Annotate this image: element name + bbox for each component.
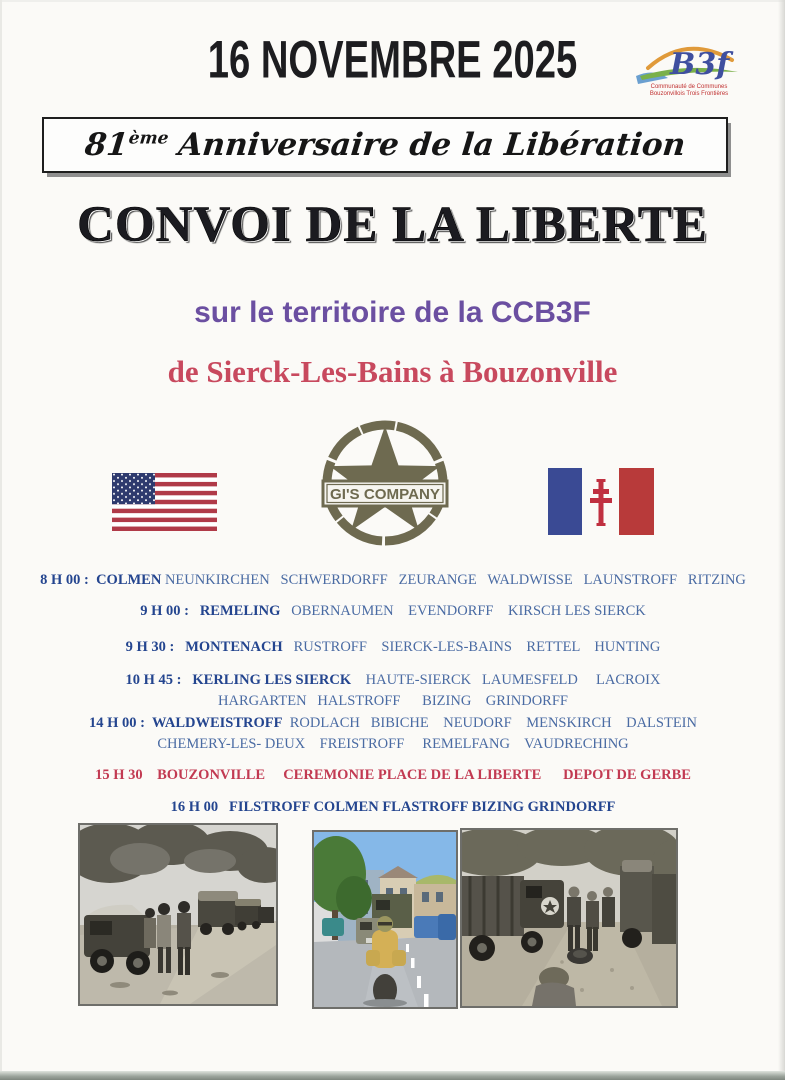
schedule-lead-town: MONTENACH xyxy=(174,639,283,655)
schedule-row-8h00 xyxy=(40,570,746,591)
schedule-lead-town: WALDWEISTROFF xyxy=(145,715,283,731)
ccb3f-logo-graphic xyxy=(628,34,750,98)
schedule-lead-town: REMELING xyxy=(188,603,281,619)
schedule-time: 9 H 00 : xyxy=(140,603,189,619)
territory-subtitle: sur le territoire de la CCB3F xyxy=(194,296,591,329)
schedule-towns: HAUTE-SIERCK LAUMESFELD LACROIX HARGARTEN HALSTROFF BIZING GRINDORFF xyxy=(218,672,675,709)
schedule-row-15h30-ceremony xyxy=(40,765,746,786)
route-subtitle: de Sierck-Les-Bains à Bouzonville xyxy=(167,354,618,389)
anniversary-text xyxy=(83,127,687,163)
schedule-time: 10 H 45 : xyxy=(125,672,182,688)
scan-edge-bottom xyxy=(0,1071,785,1080)
gis-company-star-icon xyxy=(305,418,465,548)
date-title: 16 NOVEMBRE 2025 xyxy=(207,31,578,90)
ccb3f-logo xyxy=(628,34,750,98)
schedule-towns: CEREMONIE PLACE DE LA LIBERTE DEPOT DE GERBE xyxy=(265,767,691,783)
schedule-row-10h45 xyxy=(87,670,699,712)
schedule-row-16h00 xyxy=(40,797,746,818)
photo-bw-convoy xyxy=(78,823,278,1006)
photo-convoy-soldiers xyxy=(460,828,678,1008)
anniversary-rest: Anniversaire de la Libération xyxy=(165,127,688,163)
schedule-time: 15 H 30 xyxy=(95,767,143,783)
logo-monogram: B3f xyxy=(670,47,730,82)
main-title: CONVOI DE LA LIBERTE xyxy=(77,197,708,253)
schedule-towns: OBERNAUMEN EVENDORFF KIRSCH LES SIERCK xyxy=(280,603,646,619)
us-flag-icon xyxy=(112,473,217,531)
schedule-time: 14 H 00 : xyxy=(89,715,145,731)
schedule-lead-town: BOUZONVILLE xyxy=(142,767,266,783)
schedule-lead-town: FILSTROFF COLMEN FLASTROFF BIZING GRINDORFF xyxy=(218,799,616,815)
schedule-towns: RUSTROFF SIERCK-LES-BAINS RETTEL HUNTING xyxy=(282,639,661,655)
scan-edge-top xyxy=(0,0,785,2)
french-flag-icon xyxy=(548,468,654,535)
schedule-lead-town: COLMEN xyxy=(88,572,162,588)
anniversary-banner xyxy=(42,117,728,173)
gis-company-label: GI'S COMPANY xyxy=(330,486,440,503)
scan-edge-right xyxy=(778,0,785,1080)
anniversary-ordinal: ème xyxy=(127,128,170,149)
schedule-towns: RODLACH BIBICHE NEUDORF MENSKIRCH DALSTEIN CHEMERY-LES- DEUX FREISTROFF REMELFANG VAUDRECHING xyxy=(157,715,708,752)
photo-motorcycle-street xyxy=(312,830,458,1009)
schedule-row-9h30 xyxy=(40,637,746,658)
schedule-towns: NEUNKIRCHEN SCHWERDORFF ZEURANGE WALDWISSE LAUNSTROFF RITZING xyxy=(161,572,746,588)
schedule-row-9h00 xyxy=(40,601,746,622)
schedule-lead-town: KERLING LES SIERCK xyxy=(181,672,352,688)
convoy-schedule xyxy=(40,562,746,818)
cross-of-lorraine-icon xyxy=(590,479,612,526)
logo-caption-line2: Bouzonvillois Trois Frontières xyxy=(649,91,729,97)
schedule-time: 9 H 30 : xyxy=(125,639,175,655)
schedule-row-14h00 xyxy=(87,713,708,755)
schedule-time: 8 H 00 : xyxy=(40,572,89,588)
scan-edge-left xyxy=(0,0,2,1080)
anniversary-number: 81 xyxy=(82,127,130,163)
schedule-time: 16 H 00 xyxy=(170,799,219,815)
logo-caption-line1: Communauté de Communes xyxy=(650,84,728,90)
